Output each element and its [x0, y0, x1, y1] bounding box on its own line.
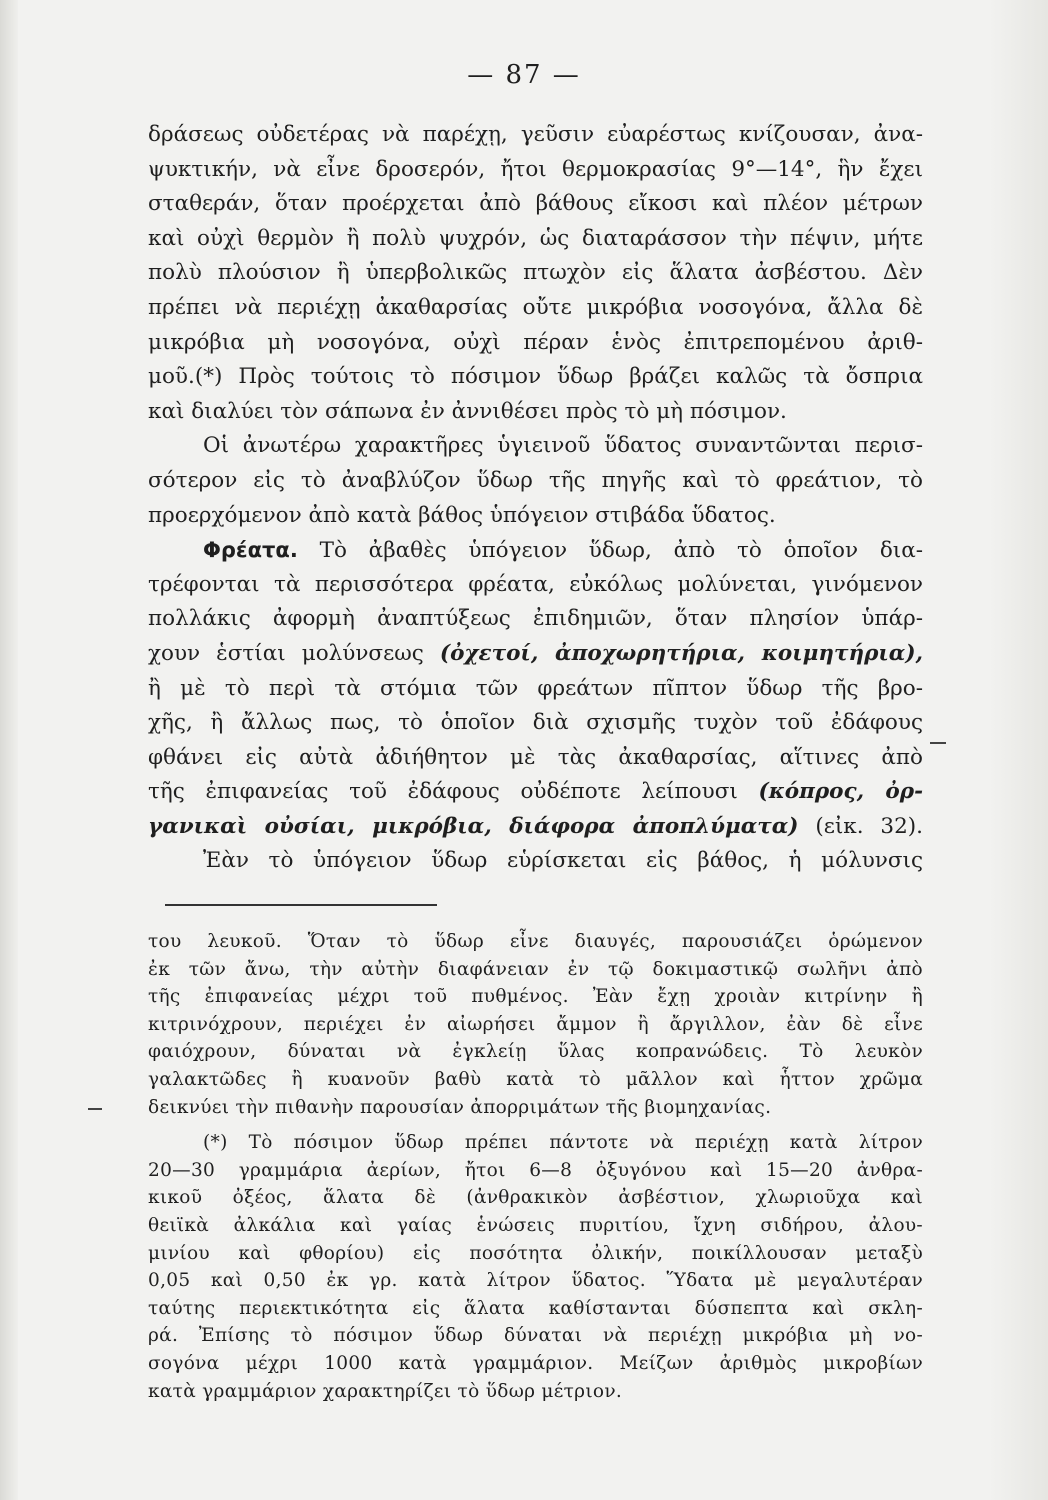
figure-reference: (εἰκ. 32).	[815, 813, 923, 839]
footnote-line: δεικνύει τὴν πιθανὴν παρουσίαν ἀπορριμάτων τῆς βιομηχανίας.	[148, 1096, 772, 1118]
text-fragment: χουν ἑστίαι μολύνσεως	[148, 640, 424, 666]
text-line: σταθεράν, ὅταν προέρχεται ἀπὸ βάθους εἴκοσι καὶ πλέον μέτρων	[148, 191, 923, 217]
footnote-line: θειϊκὰ ἀλκάλια καὶ γαίας ἑνώσεις πυριτίου, ἴχνη σιδήρου, ἀλου-	[148, 1214, 923, 1236]
footnote-line: γαλακτῶδες ἢ κυανοῦν βαθὺ κατὰ τὸ μᾶλλον καὶ ἧττον χρῶμα	[148, 1068, 923, 1090]
footnote-line: 0,05 καὶ 0,50 ἐκ γρ. κατὰ λίτρον ὕδατος. Ὕδατα μὲ μεγαλυτέραν	[148, 1270, 923, 1292]
margin-mark	[88, 1108, 102, 1110]
footnote-line: τῆς ἐπιφανείας μέχρι τοῦ πυθμένος. Ἐὰν ἔχῃ χροιὰν κιτρίνην ἢ	[148, 986, 923, 1008]
text-line: πρέπει νὰ περιέχῃ ἀκαθαρσίας οὔτε μικρόβια νοσογόνα, ἄλλα δὲ	[148, 294, 923, 320]
footnote-line: σογόνα μέχρι 1000 κατὰ γραμμάριον. Μείζων ἀριθμὸς μικροβίων	[148, 1352, 923, 1374]
paragraph-start: Ἐὰν τὸ ὑπόγειον ὕδωρ εὑρίσκεται εἰς βάθος, ἡ μόλυνσις	[203, 848, 923, 874]
text-line: φθάνει εἰς αὐτὰ ἀδιήθητον μὲ τὰς ἀκαθαρσίας, αἵτινες ἀπὸ	[148, 744, 923, 770]
footnote-line: ρά. Ἐπίσης τὸ πόσιμον ὕδωρ δύναται νὰ περιέχῃ μικρόβια μὴ νο-	[148, 1325, 923, 1347]
section-heading: Φρέατα.	[203, 538, 298, 563]
page-number: — 87 —	[467, 60, 581, 90]
text-line	[148, 810, 923, 845]
footnote-line: κιτρινόχρουν, περιέχει ἐν αἰωρήσει ἄμμον ἢ ἄργιλλον, ἐὰν δὲ εἶνε	[148, 1013, 923, 1035]
text-line: δράσεως οὐδετέρας νὰ παρέχῃ, γεῦσιν εὐαρέστως κνίζουσαν, ἀνα-	[148, 122, 923, 147]
footnote-line: φαιόχρουν, δύναται νὰ ἐγκλείῃ ὕλας κοπρανώδεις. Τὸ λευκὸν	[148, 1041, 923, 1063]
footnotes	[148, 928, 923, 1405]
text-line: σότερον εἰς τὸ ἀναβλύζον ὕδωρ τῆς πηγῆς καὶ τὸ φρεάτιον, τὸ	[148, 467, 923, 493]
emphasis-text: (κόπρος, ὀρ-	[758, 779, 923, 805]
footnote-line: 20—30 γραμμάρια ἀερίων, ἤτοι 6—8 ὀξυγόνου καὶ 15—20 ἀνθρα-	[148, 1159, 923, 1181]
text-line: καὶ οὐχὶ θερμὸν ἢ πολὺ ψυχρόν, ὡς διαταράσσον τὴν πέψιν, μήτε	[148, 225, 923, 251]
text-fragment: τῆς ἐπιφανείας τοῦ ἐδάφους οὐδέποτε λείπουσι	[148, 779, 738, 805]
footnote-line: μινίου καὶ φθορίου) εἰς ποσότητα ὀλικήν, ποικίλλουσαν μεταξὺ	[148, 1242, 923, 1264]
footnote-line: κατὰ γραμμάριον χαρακτηρίζει τὸ ὕδωρ μέτριον.	[148, 1380, 623, 1402]
margin-mark	[930, 742, 946, 744]
text-line: ψυκτικήν, νὰ εἶνε δροσερόν, ἤτοι θερμοκρασίας 9°—14°, ἣν ἔχει	[148, 156, 923, 182]
text-line: πολλάκις ἀφορμὴ ἀναπτύξεως ἐπιδημιῶν, ὅταν πλησίον ὑπάρ-	[148, 606, 923, 632]
footnote-line: ἐκ τῶν ἄνω, τὴν αὐτὴν διαφάνειαν ἐν τῷ δοκιμαστικῷ σωλῆνι ἀπὸ	[148, 958, 923, 980]
section-line	[148, 533, 923, 568]
footnote-divider	[165, 904, 437, 906]
text-line: προερχόμενον ἀπὸ κατὰ βάθος ὑπόγειον στιβάδα ὕδατος.	[148, 502, 776, 528]
text-line	[148, 775, 923, 810]
footnote-line: του λευκοῦ. Ὅταν τὸ ὕδωρ εἶνε διαυγές, παρουσιάζει ὁρώμενον	[148, 931, 923, 952]
emphasis-text: γανικαὶ οὐσίαι, μικρόβια, διάφορα ἀποπλύματα)	[148, 813, 799, 839]
text-line	[148, 637, 923, 672]
text-line: τρέφονται τὰ περισσότερα φρέατα, εὐκόλως μολύνεται, γινόμενον	[148, 571, 923, 597]
text-line: καὶ διαλύει τὸν σάπωνα ἐν ἀννιθέσει πρὸς τὸ μὴ πόσιμον.	[148, 398, 787, 424]
text-line: ἢ μὲ τὸ περὶ τὰ στόμια τῶν φρεάτων πῖπτον ὕδωρ τῆς βρο-	[148, 675, 923, 701]
section-text: Τὸ ἀβαθὲς ὑπόγειον ὕδωρ, ἀπὸ τὸ ὁποῖον δια-	[319, 538, 924, 564]
footnote-line: κικοῦ ὀξέος, ἅλατα δὲ (ἀνθρακικὸν ἀσβέστιον, χλωριοῦχα καὶ	[148, 1187, 923, 1209]
footnote-line: ταύτης περιεκτικότητα εἰς ἅλατα καθίστανται δύσπεπτα καὶ σκλη-	[148, 1297, 923, 1319]
main-text	[148, 118, 923, 879]
page-left-edge	[0, 0, 18, 1500]
emphasis-text: (ὀχετοί, ἀποχωρητήρια, κοιμητήρια),	[439, 640, 923, 666]
paragraph-start: Οἱ ἀνωτέρω χαρακτῆρες ὑγιεινοῦ ὕδατος συναντῶνται περισ-	[203, 433, 923, 459]
text-line: χῆς, ἢ ἄλλως πως, τὸ ὁποῖον διὰ σχισμῆς τυχὸν τοῦ ἐδάφους	[148, 710, 923, 736]
page-right-edge	[988, 0, 1048, 1500]
text-line: πολὺ πλούσιον ἢ ὑπερβολικῶς πτωχὸν εἰς ἅλατα ἀσβέστου. Δὲν	[148, 260, 923, 286]
text-line: μοῦ.(*) Πρὸς τούτοις τὸ πόσιμον ὕδωρ βράζει καλῶς τὰ ὄσπρια	[148, 364, 923, 390]
asterisk-footnote-start: (*) Τὸ πόσιμον ὕδωρ πρέπει πάντοτε νὰ περιέχῃ κατὰ λίτρον	[203, 1132, 923, 1154]
text-line: μικρόβια μὴ νοσογόνα, οὐχὶ πέραν ἑνὸς ἐπιτρεπομένου ἀριθ-	[148, 329, 923, 355]
